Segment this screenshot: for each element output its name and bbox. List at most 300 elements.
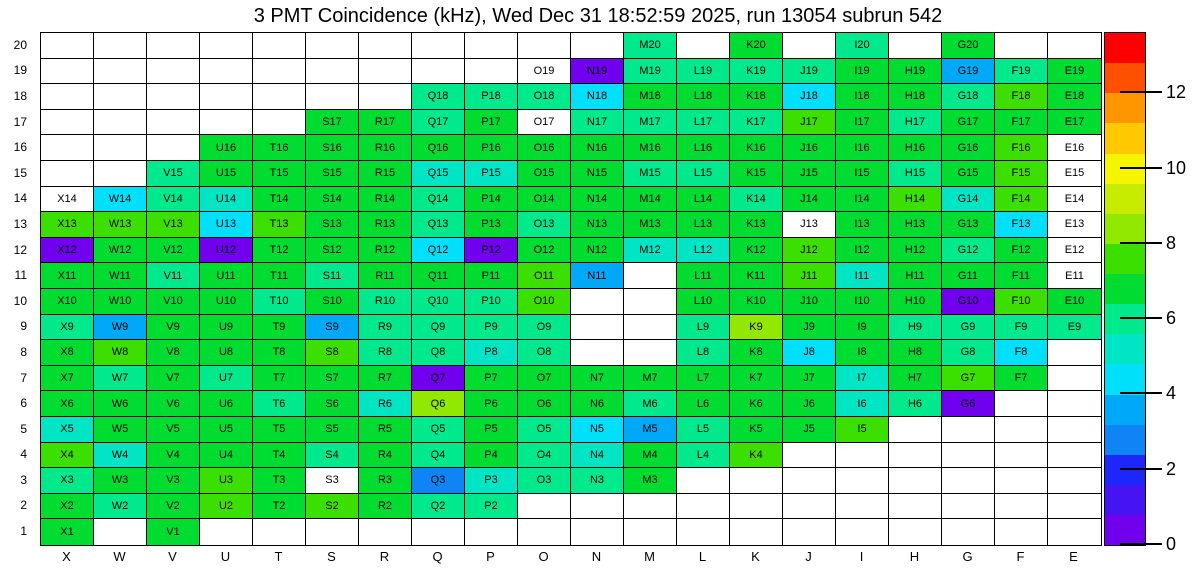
grid-cell: G15	[942, 161, 995, 187]
grid-cell: F7	[995, 366, 1048, 392]
grid-cell: X5	[41, 417, 94, 443]
grid-cell: U7	[200, 366, 253, 392]
grid-cell: R14	[359, 187, 412, 213]
grid-cell: Q12	[412, 238, 465, 264]
colorbar-tick	[1120, 543, 1162, 545]
grid-cell: P6	[465, 391, 518, 417]
grid-cell	[889, 468, 942, 494]
grid-cell	[41, 110, 94, 136]
y-axis-label: 14	[13, 191, 27, 206]
colorbar-band	[1105, 33, 1145, 63]
grid-cell: F14	[995, 187, 1048, 213]
colorbar-band	[1105, 395, 1145, 425]
grid-cell	[518, 33, 571, 59]
grid-cell: G17	[942, 110, 995, 136]
grid-cell: X12	[41, 238, 94, 264]
grid-cell: R3	[359, 468, 412, 494]
grid-cell: S7	[306, 366, 359, 392]
x-axis-label: T	[274, 549, 283, 564]
grid-cell	[1048, 519, 1101, 545]
grid-cell: Q8	[412, 340, 465, 366]
grid-cell: S5	[306, 417, 359, 443]
colorbar-tick-label: 10	[1166, 157, 1187, 178]
x-axis-label: K	[751, 549, 760, 564]
grid-cell: S6	[306, 391, 359, 417]
grid-cell: L18	[677, 84, 730, 110]
x-axis-label: F	[1016, 549, 1025, 564]
grid-cell: G18	[942, 84, 995, 110]
y-axis-label: 16	[13, 140, 27, 155]
grid-cell	[200, 33, 253, 59]
grid-cell: J18	[783, 84, 836, 110]
colorbar-band	[1105, 63, 1145, 93]
grid-cell	[147, 110, 200, 136]
grid-cell: J9	[783, 315, 836, 341]
grid-cell: I7	[836, 366, 889, 392]
grid-cell: N16	[571, 135, 624, 161]
grid-cell: H9	[889, 315, 942, 341]
grid-cell	[412, 59, 465, 85]
grid-cell	[306, 519, 359, 545]
grid-cell: J16	[783, 135, 836, 161]
grid-cell: G20	[942, 33, 995, 59]
grid-cell: O4	[518, 443, 571, 469]
grid-cell: M13	[624, 212, 677, 238]
grid-cell: G10	[942, 289, 995, 315]
grid-cell	[889, 417, 942, 443]
colorbar-tick-label: 0	[1166, 534, 1177, 554]
grid-cell: S8	[306, 340, 359, 366]
y-axis-label: 1	[20, 524, 27, 539]
grid-cell: K4	[730, 443, 783, 469]
grid-cell: S4	[306, 443, 359, 469]
grid-cell: E14	[1048, 187, 1101, 213]
x-axis-label: N	[591, 549, 602, 564]
grid-cell	[624, 494, 677, 520]
grid-cell: R8	[359, 340, 412, 366]
x-axis-label: J	[805, 549, 812, 564]
grid-cell	[465, 519, 518, 545]
grid-cell: G19	[942, 59, 995, 85]
grid-cell: O18	[518, 84, 571, 110]
grid-cell: T5	[253, 417, 306, 443]
grid-cell: P5	[465, 417, 518, 443]
grid-cell	[41, 33, 94, 59]
grid-cell: O11	[518, 263, 571, 289]
grid-cell: X2	[41, 494, 94, 520]
grid-cell: N3	[571, 468, 624, 494]
grid-cell	[1048, 391, 1101, 417]
y-axis-label: 4	[20, 447, 27, 462]
grid-cell: Q13	[412, 212, 465, 238]
grid-cell	[94, 110, 147, 136]
grid-cell: J10	[783, 289, 836, 315]
grid-cell: L11	[677, 263, 730, 289]
grid-cell: V6	[147, 391, 200, 417]
grid-cell: T2	[253, 494, 306, 520]
grid-cell: O17	[518, 110, 571, 136]
grid-cell: P18	[465, 84, 518, 110]
grid-cell: P14	[465, 187, 518, 213]
grid-cell: E17	[1048, 110, 1101, 136]
grid-cell	[1048, 443, 1101, 469]
grid-cell	[253, 110, 306, 136]
grid-cell: P4	[465, 443, 518, 469]
grid-cell: U5	[200, 417, 253, 443]
grid-cell: S3	[306, 468, 359, 494]
grid-cell: R17	[359, 110, 412, 136]
x-axis-label: P	[486, 549, 495, 564]
grid-cell: E12	[1048, 238, 1101, 264]
grid-cell	[41, 161, 94, 187]
grid-cell: Q2	[412, 494, 465, 520]
grid-cell	[571, 519, 624, 545]
grid-cell: L4	[677, 443, 730, 469]
grid-cell: P17	[465, 110, 518, 136]
grid-cell: L6	[677, 391, 730, 417]
grid-cell	[1048, 33, 1101, 59]
colorbar-tick	[1120, 91, 1162, 93]
grid-cell	[624, 315, 677, 341]
grid-cell: P11	[465, 263, 518, 289]
colorbar-band	[1105, 455, 1145, 485]
grid-cell	[677, 33, 730, 59]
colorbar-tick-label: 12	[1166, 82, 1187, 103]
grid-cell	[995, 519, 1048, 545]
grid-cell	[253, 59, 306, 85]
y-axis-label: 2	[20, 498, 27, 513]
grid-cell: F12	[995, 238, 1048, 264]
grid-cell: M5	[624, 417, 677, 443]
grid-cell: F18	[995, 84, 1048, 110]
colorbar-tick	[1120, 317, 1162, 319]
grid-cell: I8	[836, 340, 889, 366]
grid-cell: V9	[147, 315, 200, 341]
grid-cell	[412, 519, 465, 545]
grid-cell: F13	[995, 212, 1048, 238]
grid-cell: X10	[41, 289, 94, 315]
grid-cell: N12	[571, 238, 624, 264]
grid-cell: W11	[94, 263, 147, 289]
grid-cell: N14	[571, 187, 624, 213]
grid-cell: R11	[359, 263, 412, 289]
grid-cell: M7	[624, 366, 677, 392]
grid-cell: G13	[942, 212, 995, 238]
grid-cell: S16	[306, 135, 359, 161]
grid-cell	[200, 84, 253, 110]
grid-cell: J5	[783, 417, 836, 443]
grid-cell: N15	[571, 161, 624, 187]
grid-cell: R10	[359, 289, 412, 315]
grid-cell: E13	[1048, 212, 1101, 238]
grid-cell: I16	[836, 135, 889, 161]
grid-cell: N19	[571, 59, 624, 85]
colorbar-band	[1105, 123, 1145, 153]
grid-cell: M14	[624, 187, 677, 213]
colorbar-band	[1105, 93, 1145, 123]
grid-cell	[306, 59, 359, 85]
grid-cell	[147, 33, 200, 59]
y-axis-label: 15	[13, 165, 27, 180]
grid-cell	[200, 59, 253, 85]
grid-cell: O19	[518, 59, 571, 85]
x-axis-label: H	[909, 549, 920, 564]
y-axis-label: 18	[13, 88, 27, 103]
grid-cell	[836, 494, 889, 520]
grid-cell: E10	[1048, 289, 1101, 315]
grid-cell: Q11	[412, 263, 465, 289]
grid-cell	[571, 33, 624, 59]
grid-cell	[253, 519, 306, 545]
grid-cell	[571, 494, 624, 520]
grid-cell: P13	[465, 212, 518, 238]
grid-cell: E18	[1048, 84, 1101, 110]
plot-title: 3 PMT Coincidence (kHz), Wed Dec 31 18:52:59 2025, run 13054 subrun 542	[253, 5, 943, 27]
y-axis-label: 3	[20, 472, 27, 487]
grid-cell: H19	[889, 59, 942, 85]
grid-cell: G14	[942, 187, 995, 213]
grid-cell	[1048, 417, 1101, 443]
grid-cell: U14	[200, 187, 253, 213]
grid-cell	[677, 468, 730, 494]
grid-cell: H13	[889, 212, 942, 238]
grid-cell: N6	[571, 391, 624, 417]
grid-cell: X13	[41, 212, 94, 238]
grid-cell: T11	[253, 263, 306, 289]
grid-cell	[783, 443, 836, 469]
grid-cell: T15	[253, 161, 306, 187]
grid-cell: E11	[1048, 263, 1101, 289]
grid-cell: G6	[942, 391, 995, 417]
grid-cell: I18	[836, 84, 889, 110]
grid-cell: J6	[783, 391, 836, 417]
grid-cell: L8	[677, 340, 730, 366]
grid-cell	[571, 315, 624, 341]
grid-cell	[94, 59, 147, 85]
grid-cell: L19	[677, 59, 730, 85]
grid-cell: P9	[465, 315, 518, 341]
x-axis-label: O	[538, 549, 549, 564]
x-axis-label: W	[113, 549, 126, 564]
grid-cell: V14	[147, 187, 200, 213]
grid-cell: W13	[94, 212, 147, 238]
grid-cell: Q17	[412, 110, 465, 136]
grid-cell: G7	[942, 366, 995, 392]
grid-cell: N4	[571, 443, 624, 469]
grid-cell	[412, 33, 465, 59]
grid-cell	[730, 494, 783, 520]
grid-cell: M6	[624, 391, 677, 417]
colorbar-tick-label: 4	[1166, 383, 1177, 404]
grid-cell	[306, 33, 359, 59]
grid-cell: L17	[677, 110, 730, 136]
grid-cell: S14	[306, 187, 359, 213]
grid-cell: H6	[889, 391, 942, 417]
grid-cell: J15	[783, 161, 836, 187]
grid-cell	[94, 84, 147, 110]
grid-cell: R16	[359, 135, 412, 161]
grid-cell: I17	[836, 110, 889, 136]
grid-cell: Q15	[412, 161, 465, 187]
grid-cell: H8	[889, 340, 942, 366]
grid-cell: O13	[518, 212, 571, 238]
grid-cell: J11	[783, 263, 836, 289]
grid-cell: L7	[677, 366, 730, 392]
grid-cell: Q7	[412, 366, 465, 392]
grid-cell: U16	[200, 135, 253, 161]
grid-cell: H10	[889, 289, 942, 315]
grid-cell	[359, 33, 412, 59]
grid-cell: U15	[200, 161, 253, 187]
grid-cell	[41, 135, 94, 161]
grid-cell: F15	[995, 161, 1048, 187]
colorbar-band	[1105, 274, 1145, 304]
grid-cell: U12	[200, 238, 253, 264]
grid-cell: R2	[359, 494, 412, 520]
grid-cell	[889, 443, 942, 469]
grid-cell	[995, 33, 1048, 59]
grid-cell: H14	[889, 187, 942, 213]
grid-cell: K11	[730, 263, 783, 289]
colorbar-band	[1105, 515, 1145, 545]
grid-cell	[94, 135, 147, 161]
grid-cell: P7	[465, 366, 518, 392]
grid-cell: L14	[677, 187, 730, 213]
colorbar-band	[1105, 425, 1145, 455]
grid-cell: T3	[253, 468, 306, 494]
grid-cell	[200, 110, 253, 136]
colorbar-tick	[1120, 468, 1162, 470]
grid-cell: M20	[624, 33, 677, 59]
grid-cell: T13	[253, 212, 306, 238]
grid-cell: O3	[518, 468, 571, 494]
x-axis-label: E	[1069, 549, 1078, 564]
y-axis-label: 10	[13, 293, 27, 308]
grid-cell: X14	[41, 187, 94, 213]
grid-cell: E19	[1048, 59, 1101, 85]
grid-cell: W7	[94, 366, 147, 392]
grid-cell: R5	[359, 417, 412, 443]
grid-cell: K8	[730, 340, 783, 366]
grid-cell	[889, 519, 942, 545]
y-axis	[0, 32, 34, 544]
grid-cell: Q18	[412, 84, 465, 110]
grid-cell: E9	[1048, 315, 1101, 341]
grid-cell: K5	[730, 417, 783, 443]
x-axis-label: R	[379, 549, 390, 564]
grid-cell: J19	[783, 59, 836, 85]
grid-cell: S17	[306, 110, 359, 136]
grid-cell: O16	[518, 135, 571, 161]
grid-cell: I20	[836, 33, 889, 59]
grid-cell: X4	[41, 443, 94, 469]
grid-cell: W14	[94, 187, 147, 213]
grid-cell: F9	[995, 315, 1048, 341]
grid-cell	[94, 33, 147, 59]
grid-cell: K7	[730, 366, 783, 392]
grid-cell: V15	[147, 161, 200, 187]
grid-cell: L13	[677, 212, 730, 238]
grid-cell	[94, 161, 147, 187]
grid-cell: V1	[147, 519, 200, 545]
grid-cell: U3	[200, 468, 253, 494]
grid-cell: W8	[94, 340, 147, 366]
grid-cell: F17	[995, 110, 1048, 136]
grid-cell: V13	[147, 212, 200, 238]
heatmap-grid	[40, 32, 1102, 546]
grid-cell: T6	[253, 391, 306, 417]
y-axis-label: 7	[20, 370, 27, 385]
grid-cell: I12	[836, 238, 889, 264]
grid-cell	[624, 289, 677, 315]
grid-cell: I14	[836, 187, 889, 213]
grid-cell	[889, 494, 942, 520]
grid-cell: P2	[465, 494, 518, 520]
grid-cell	[359, 519, 412, 545]
grid-cell: S13	[306, 212, 359, 238]
grid-cell: N18	[571, 84, 624, 110]
grid-cell: K13	[730, 212, 783, 238]
grid-cell	[942, 468, 995, 494]
x-axis-label: V	[168, 549, 177, 564]
grid-cell: V2	[147, 494, 200, 520]
grid-cell: H16	[889, 135, 942, 161]
colorbar-tick-label: 8	[1166, 232, 1177, 253]
grid-cell: W4	[94, 443, 147, 469]
grid-cell: S2	[306, 494, 359, 520]
x-axis	[40, 549, 1100, 567]
grid-cell	[1048, 468, 1101, 494]
grid-cell: X6	[41, 391, 94, 417]
grid-cell: O5	[518, 417, 571, 443]
grid-cell: R4	[359, 443, 412, 469]
grid-cell: Q5	[412, 417, 465, 443]
grid-cell: J17	[783, 110, 836, 136]
grid-cell	[942, 494, 995, 520]
grid-cell: E16	[1048, 135, 1101, 161]
colorbar-tick-label: 6	[1166, 308, 1177, 329]
grid-cell: K19	[730, 59, 783, 85]
grid-cell: W3	[94, 468, 147, 494]
grid-cell: I11	[836, 263, 889, 289]
grid-cell: S11	[306, 263, 359, 289]
grid-cell: U10	[200, 289, 253, 315]
grid-cell: U8	[200, 340, 253, 366]
y-axis-label: 19	[13, 63, 27, 78]
grid-cell: O10	[518, 289, 571, 315]
grid-cell: S12	[306, 238, 359, 264]
grid-cell	[147, 84, 200, 110]
grid-cell: I10	[836, 289, 889, 315]
colorbar-band	[1105, 364, 1145, 394]
colorbar-band	[1105, 304, 1145, 334]
grid-cell: N17	[571, 110, 624, 136]
grid-cell	[836, 468, 889, 494]
grid-cell: Q10	[412, 289, 465, 315]
grid-cell: N5	[571, 417, 624, 443]
grid-cell: J13	[783, 212, 836, 238]
grid-cell: M17	[624, 110, 677, 136]
grid-cell	[624, 340, 677, 366]
grid-cell: U4	[200, 443, 253, 469]
grid-cell: M3	[624, 468, 677, 494]
grid-cell: J8	[783, 340, 836, 366]
grid-cell: K10	[730, 289, 783, 315]
grid-cell: T10	[253, 289, 306, 315]
grid-cell: H7	[889, 366, 942, 392]
grid-cell: F8	[995, 340, 1048, 366]
grid-cell: M18	[624, 84, 677, 110]
